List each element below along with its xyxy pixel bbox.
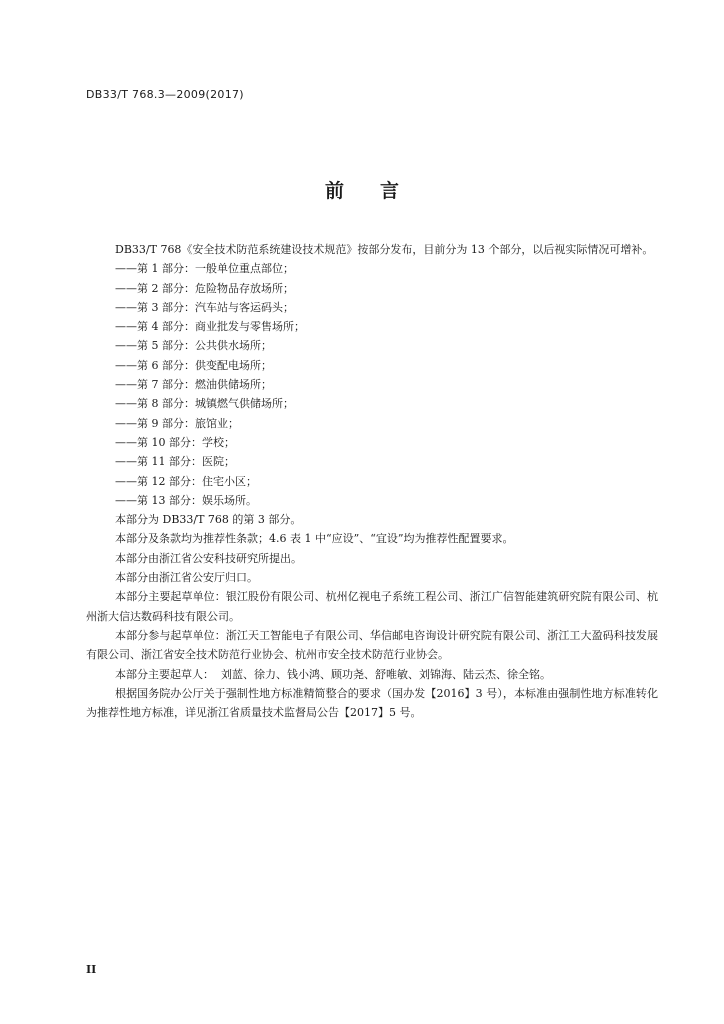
part-list-item: ——第 8 部分：城镇燃气供储场所； [115, 397, 294, 411]
part-list-item: ——第 6 部分：供变配电场所； [115, 358, 272, 372]
part-list-item: ——第 2 部分：危险物品存放场所； [115, 281, 294, 295]
part-list-item: ——第 5 部分：公共供水场所； [115, 339, 272, 353]
part-list-item: ——第 4 部分：商业批发与零售场所； [115, 320, 305, 334]
page-title: 前言 [324, 180, 435, 202]
part-list-item: ——第 13 部分：娱乐场所。 [115, 493, 257, 507]
scope-paragraph: 本部分为 DB33/T 768 的第 3 部分。 [115, 513, 302, 527]
recommendation-paragraph: 本部分及条款均为推荐性条款；4.6 表 1 中“应设”、“宜设”均为推荐性配置要求。 [115, 532, 514, 546]
proposer-paragraph: 本部分由浙江省公安科技研究所提出。 [115, 551, 302, 565]
part-list-item: ——第 10 部分：学校； [115, 435, 235, 449]
part-list-item: ——第 3 部分：汽车站与客运码头； [115, 300, 294, 314]
main-drafters-units-paragraph: 本部分主要起草单位：银江股份有限公司、杭州亿视电子系统工程公司、浙江广信智能建筑研究院有限公司、杭州浙大信达数码科技有限公司。 [86, 590, 658, 623]
part-list-item: ——第 7 部分：燃油供储场所； [115, 378, 272, 392]
main-drafters-paragraph: 本部分主要起草人： 刘蓝、徐力、钱小鸿、顾功尧、舒唯敏、刘锦海、陆云杰、徐全铭。 [115, 667, 551, 681]
intro-paragraph: DB33/T 768《安全技术防范系统建设技术规范》按部分发布，目前分为 13 个部分，以后视实际情况可增补。 [115, 243, 654, 256]
conversion-note-paragraph: 根据国务院办公厅关于强制性地方标准精简整合的要求（国办发【2016】3 号），本标准由强制性地方标准转化为推荐性地方标准，详见浙江省质量技术监督局公告【2017】5 号。 [86, 686, 658, 720]
part-list-item: ——第 12 部分：住宅小区； [115, 474, 257, 488]
participating-units-paragraph: 本部分参与起草单位：浙江天工智能电子有限公司、华信邮电咨询设计研究院有限公司、浙江工大盈码科技发展有限公司、浙江省安全技术防范行业协会、杭州市安全技术防范行业协会。 [86, 628, 658, 662]
part-list-item: ——第 11 部分：医院； [115, 455, 235, 469]
foreword-body [86, 240, 658, 722]
part-list-item: ——第 1 部分：一般单位重点部位； [115, 262, 294, 276]
page-number: II [86, 963, 97, 976]
centralized-paragraph: 本部分由浙江省公安厅归口。 [115, 571, 258, 585]
standard-code: DB33/T 768.3—2009(2017) [86, 88, 244, 101]
part-list-item: ——第 9 部分：旅馆业； [115, 416, 239, 430]
